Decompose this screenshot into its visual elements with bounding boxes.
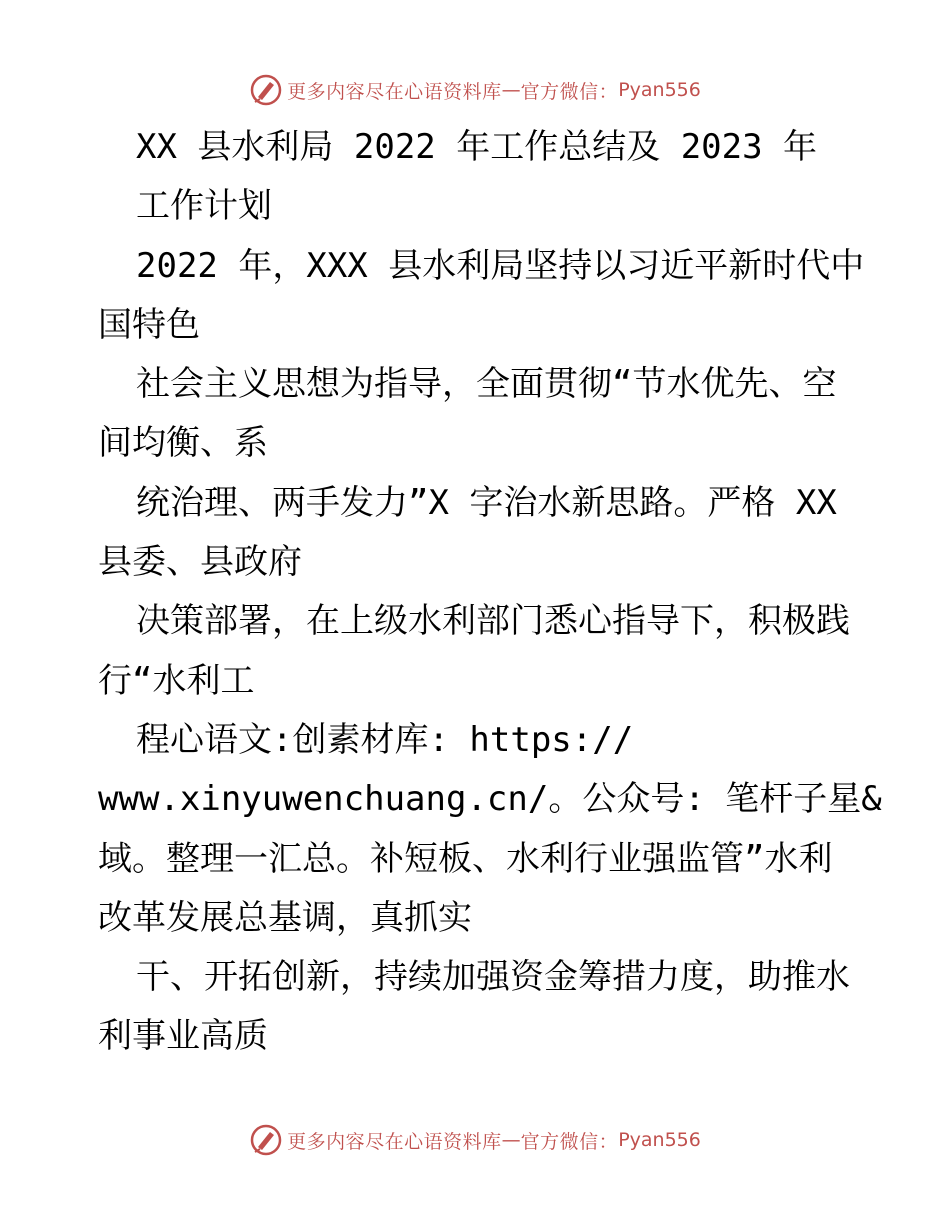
- body-line: 程心语文:创素材库: https://: [136, 719, 634, 760]
- body-line: 决策部署，在上级水利部门悉心指导下，积极践: [136, 601, 850, 642]
- body-line: 县委、县政府: [98, 542, 302, 583]
- document-body: [98, 118, 882, 1067]
- watermark-dash: —: [501, 79, 521, 101]
- body-line: 间均衡、系: [98, 423, 268, 464]
- body-line: 利事业高质: [98, 1016, 268, 1057]
- body-line: 2022 年，XXX 县水利局坚持以习近平新时代中: [136, 245, 865, 286]
- watermark-official: 官方微信：: [520, 1130, 619, 1153]
- body-line: 域。整理一汇总。补短板、水利行业强监管”水利: [98, 838, 833, 879]
- body-line: 统治理、两手发力”X 字治水新思路。严格 XX: [136, 482, 837, 523]
- watermark-account: Pyan556: [618, 79, 701, 101]
- document-title-line-2: 工作计划: [136, 186, 272, 227]
- body-line: 改革发展总基调，真抓实: [98, 897, 472, 938]
- watermark-official: 官方微信：: [520, 80, 619, 103]
- document-title-line-1: XX 县水利局 2022 年工作总结及 2023 年: [136, 127, 818, 167]
- body-line: 干、开拓创新，持续加强资金筹措力度，助推水: [136, 957, 850, 998]
- watermark-account: Pyan556: [618, 1129, 701, 1151]
- watermark-text: 更多内容尽在心语资料库: [287, 1130, 502, 1153]
- watermark-text: 更多内容尽在心语资料库: [287, 80, 502, 103]
- body-line: www.xinyuwenchuang.cn/。公众号: 笔杆子星&: [98, 779, 882, 820]
- body-line: 国特色: [98, 304, 200, 345]
- footer-watermark: [0, 1122, 950, 1158]
- header-watermark: [0, 72, 950, 108]
- body-line: 行“水利工: [98, 660, 255, 701]
- pen-seal-logo-icon: [249, 1123, 283, 1157]
- pen-seal-logo-icon: [249, 73, 283, 107]
- watermark-dash: —: [501, 1129, 521, 1151]
- body-line: 社会主义思想为指导，全面贯彻“节水优先、空: [136, 364, 837, 405]
